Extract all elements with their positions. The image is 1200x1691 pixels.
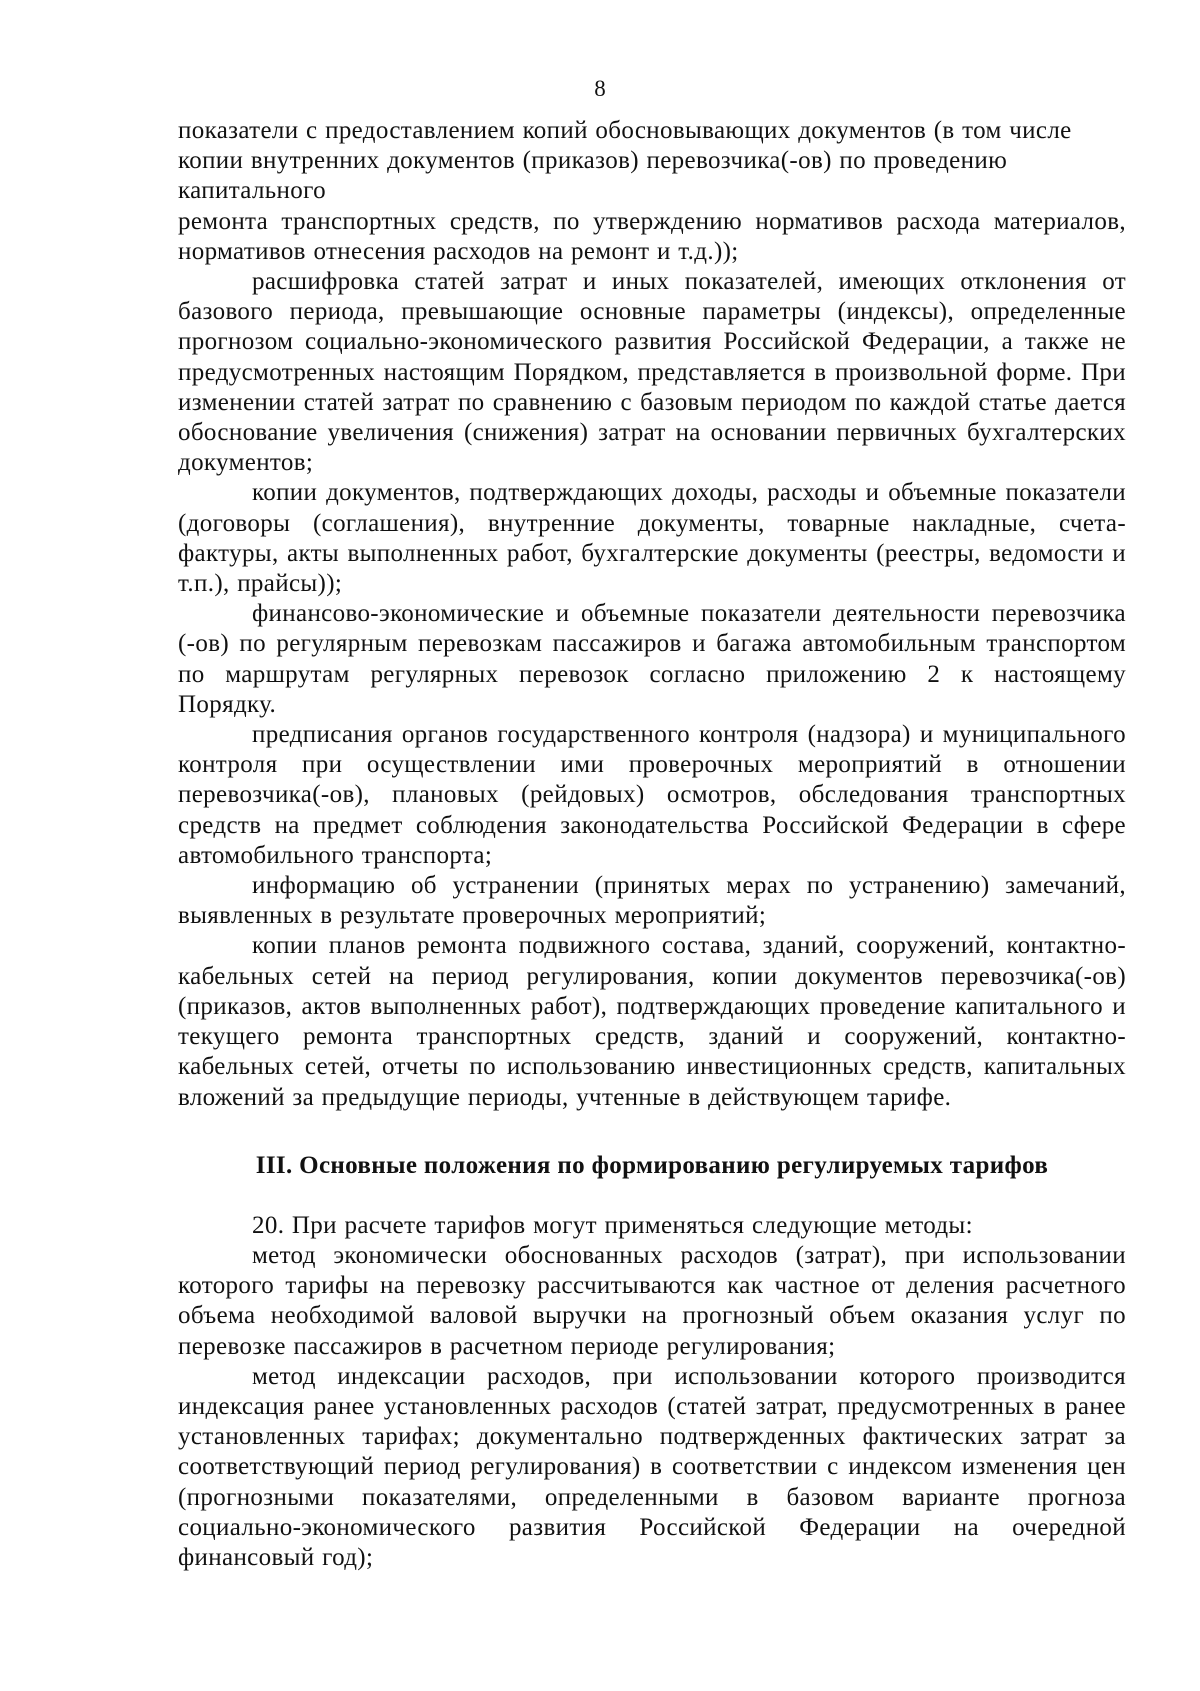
- section-heading: III. Основные положения по формированию регулируемых тарифов: [255, 1151, 1049, 1179]
- paragraph: копии документов, подтверждающих доходы, расходы и объемные показатели (договоры (соглашения), внутренние документы, товарные накладные, счета-фактуры, акты выполненных работ, бухгалтерские документы (реестры, ведомости и т.п.), прайсы));: [178, 479, 1126, 598]
- document-body: [178, 116, 1126, 1573]
- paragraph: метод экономически обоснованных расходов (затрат), при использовании которого тарифы на перевозку рассчитываются как частное от деления расчетного объема необходимой валовой выручки на прогнозный объем оказания услуг по перевозке пассажиров в расчетном периоде регулирования;: [178, 1241, 1126, 1360]
- paragraph: предписания органов государственного контроля (надзора) и муниципального контроля при осуществлении ими проверочных мероприятий в отношении перевозчика(-ов), плановых (рейдовых) осмотров, обследования транспортных средств на предмет соблюдения законодательства Российской Федерации в сфере автомобильного транспорта;: [178, 721, 1126, 869]
- paragraph: копии планов ремонта подвижного состава, зданий, сооружений, контактно-кабельных сетей на период регулирования, копии документов перевозчика(-ов) (приказов, актов выполненных работ), подтверждающих проведение капитального и текущего ремонта транспортных средств, зданий и сооружений, контактно-кабельных сетей, отчеты по использованию инвестиционных средств, капитальных вложений за предыдущие периоды, учтенные в действующем тарифе.: [178, 932, 1126, 1111]
- paragraph: информацию об устранении (принятых мерах по устранению) замечаний, выявленных в результате проверочных мероприятий;: [178, 872, 1126, 930]
- paragraph: ремонта транспортных средств, по утверждению нормативов расхода материалов, нормативов отнесения расходов на ремонт и т.д.));: [178, 207, 1126, 265]
- page-number: 8: [594, 76, 606, 101]
- paragraph: 20. При расчете тарифов могут применяться следующие методы:: [252, 1211, 973, 1239]
- paragraph: расшифровка статей затрат и иных показателей, имеющих отклонения от базового периода, превышающие основные параметры (индексы), определенные прогнозом социально-экономического развития Российской Федерации, а также не предусмотренных настоящим Порядком, представляется в произвольной форме. При изменении статей затрат по сравнению с базовым периодом по каждой статье дается обоснование увеличения (снижения) затрат на основании первичных бухгалтерских документов;: [178, 268, 1126, 477]
- paragraph: показатели с предоставлением копий обосновывающих документов (в том числе копии внутренних документов (приказов) перевозчика(-ов) по проведению капитального: [178, 117, 1072, 205]
- paragraph: метод индексации расходов, при использовании которого производится индексация ранее установленных расходов (статей затрат, предусмотренных в ранее установленных тарифах; документально подтвержденных фактических затрат за соответствующий период регулирования) в соответствии с индексом изменения цен (прогнозными показателями, определенными в базовом варианте прогноза социально-экономического развития Российской Федерации на очередной финансовый год);: [178, 1362, 1126, 1571]
- paragraph: финансово-экономические и объемные показатели деятельности перевозчика (-ов) по регулярным перевозкам пассажиров и багажа автомобильным транспортом по маршрутам регулярных перевозок согласно приложению 2 к настоящему Порядку.: [178, 600, 1126, 718]
